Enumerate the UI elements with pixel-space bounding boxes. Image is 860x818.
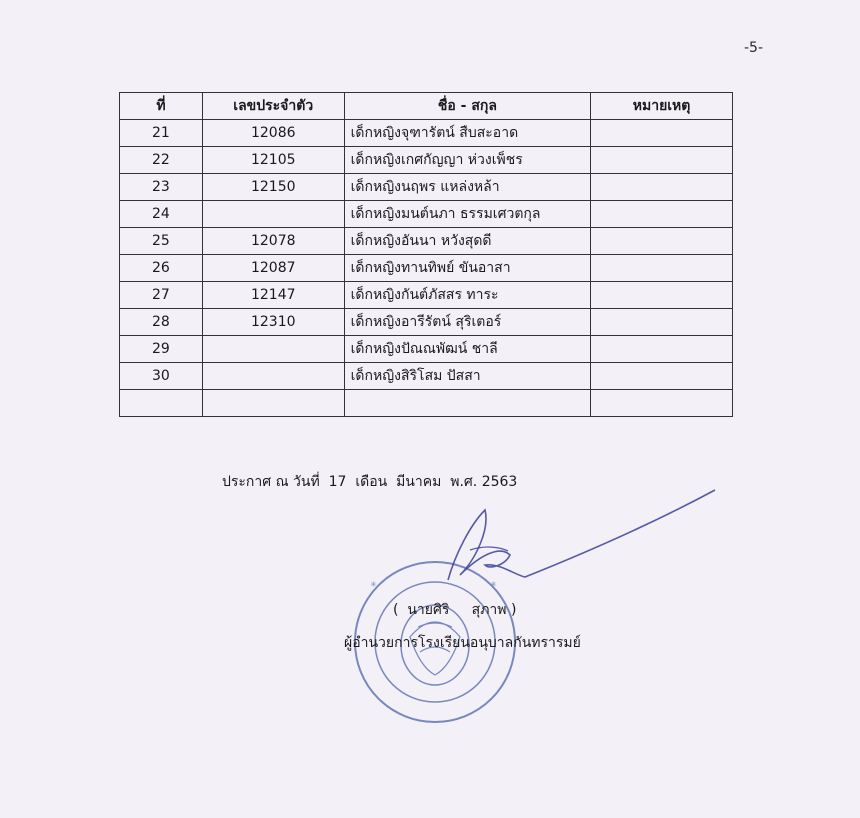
cell-name: เด็กหญิงปัณณพัฒน์ ชาลี: [344, 336, 591, 363]
cell-number: 25: [120, 228, 203, 255]
cell-name: เด็กหญิงสิริโสม ปัสสา: [344, 363, 591, 390]
cell-number: 22: [120, 147, 203, 174]
table-row: [120, 120, 733, 147]
cell-name: เด็กหญิงทานทิพย์ ขันอาสา: [344, 255, 591, 282]
cell-remark: [591, 336, 733, 363]
header-student-id: เลขประจำตัว: [202, 93, 344, 120]
cell-student-id: [202, 201, 344, 228]
cell-student-id: 12086: [202, 120, 344, 147]
cell-remark: [591, 120, 733, 147]
announcement-date: ประกาศ ณ วันที่ 17 เดือน มีนาคม พ.ศ. 2563: [222, 474, 518, 490]
cell-name: [344, 390, 591, 417]
cell-remark: [591, 390, 733, 417]
cell-name: เด็กหญิงอารีรัตน์ สุริเตอร์: [344, 309, 591, 336]
cell-name: เด็กหญิงมนต์นภา ธรรมเศวตกุล: [344, 201, 591, 228]
cell-number: 29: [120, 336, 203, 363]
table-row: [120, 174, 733, 201]
cell-remark: [591, 255, 733, 282]
table-row: [120, 390, 733, 417]
cell-student-id: 12147: [202, 282, 344, 309]
cell-number: 30: [120, 363, 203, 390]
cell-number: 27: [120, 282, 203, 309]
cell-student-id: [202, 390, 344, 417]
cell-remark: [591, 228, 733, 255]
cell-student-id: 12087: [202, 255, 344, 282]
table-row: [120, 336, 733, 363]
cell-student-id: [202, 336, 344, 363]
table-header-row: [120, 93, 733, 120]
table-row: [120, 282, 733, 309]
cell-name: เด็กหญิงกันต์ภัสสร ทาระ: [344, 282, 591, 309]
cell-student-id: 12105: [202, 147, 344, 174]
cell-number: 21: [120, 120, 203, 147]
cell-number: 24: [120, 201, 203, 228]
table-row: [120, 147, 733, 174]
signer-title: ผู้อำนวยการโรงเรียนอนุบาลกันทรารมย์: [344, 635, 581, 651]
cell-number: 28: [120, 309, 203, 336]
cell-student-id: 12150: [202, 174, 344, 201]
cell-name: เด็กหญิงอันนา หวังสุดดี: [344, 228, 591, 255]
table-row: [120, 255, 733, 282]
cell-name: เด็กหญิงจุฑารัตน์ สืบสะอาด: [344, 120, 591, 147]
table-row: [120, 309, 733, 336]
signature-icon: [430, 485, 720, 595]
cell-remark: [591, 201, 733, 228]
header-name: ชื่อ - สกุล: [344, 93, 591, 120]
student-table: [119, 92, 733, 417]
signer-name: ( นายศิริ สุภาพ ): [393, 602, 517, 618]
cell-student-id: [202, 363, 344, 390]
cell-remark: [591, 147, 733, 174]
cell-number: 26: [120, 255, 203, 282]
page-number: -5-: [744, 40, 764, 56]
cell-number: [120, 390, 203, 417]
cell-remark: [591, 282, 733, 309]
cell-name: เด็กหญิงนฤพร แหล่งหล้า: [344, 174, 591, 201]
cell-name: เด็กหญิงเกศกัญญา ห่วงเพ็ชร: [344, 147, 591, 174]
cell-remark: [591, 174, 733, 201]
cell-student-id: 12078: [202, 228, 344, 255]
cell-number: 23: [120, 174, 203, 201]
svg-text:✳: ✳: [370, 580, 377, 589]
header-remark: หมายเหตุ: [591, 93, 733, 120]
header-number: ที่: [120, 93, 203, 120]
cell-remark: [591, 363, 733, 390]
table-row: [120, 228, 733, 255]
cell-student-id: 12310: [202, 309, 344, 336]
table-row: [120, 201, 733, 228]
svg-text:✳: ✳: [490, 580, 497, 589]
cell-remark: [591, 309, 733, 336]
table-row: [120, 363, 733, 390]
